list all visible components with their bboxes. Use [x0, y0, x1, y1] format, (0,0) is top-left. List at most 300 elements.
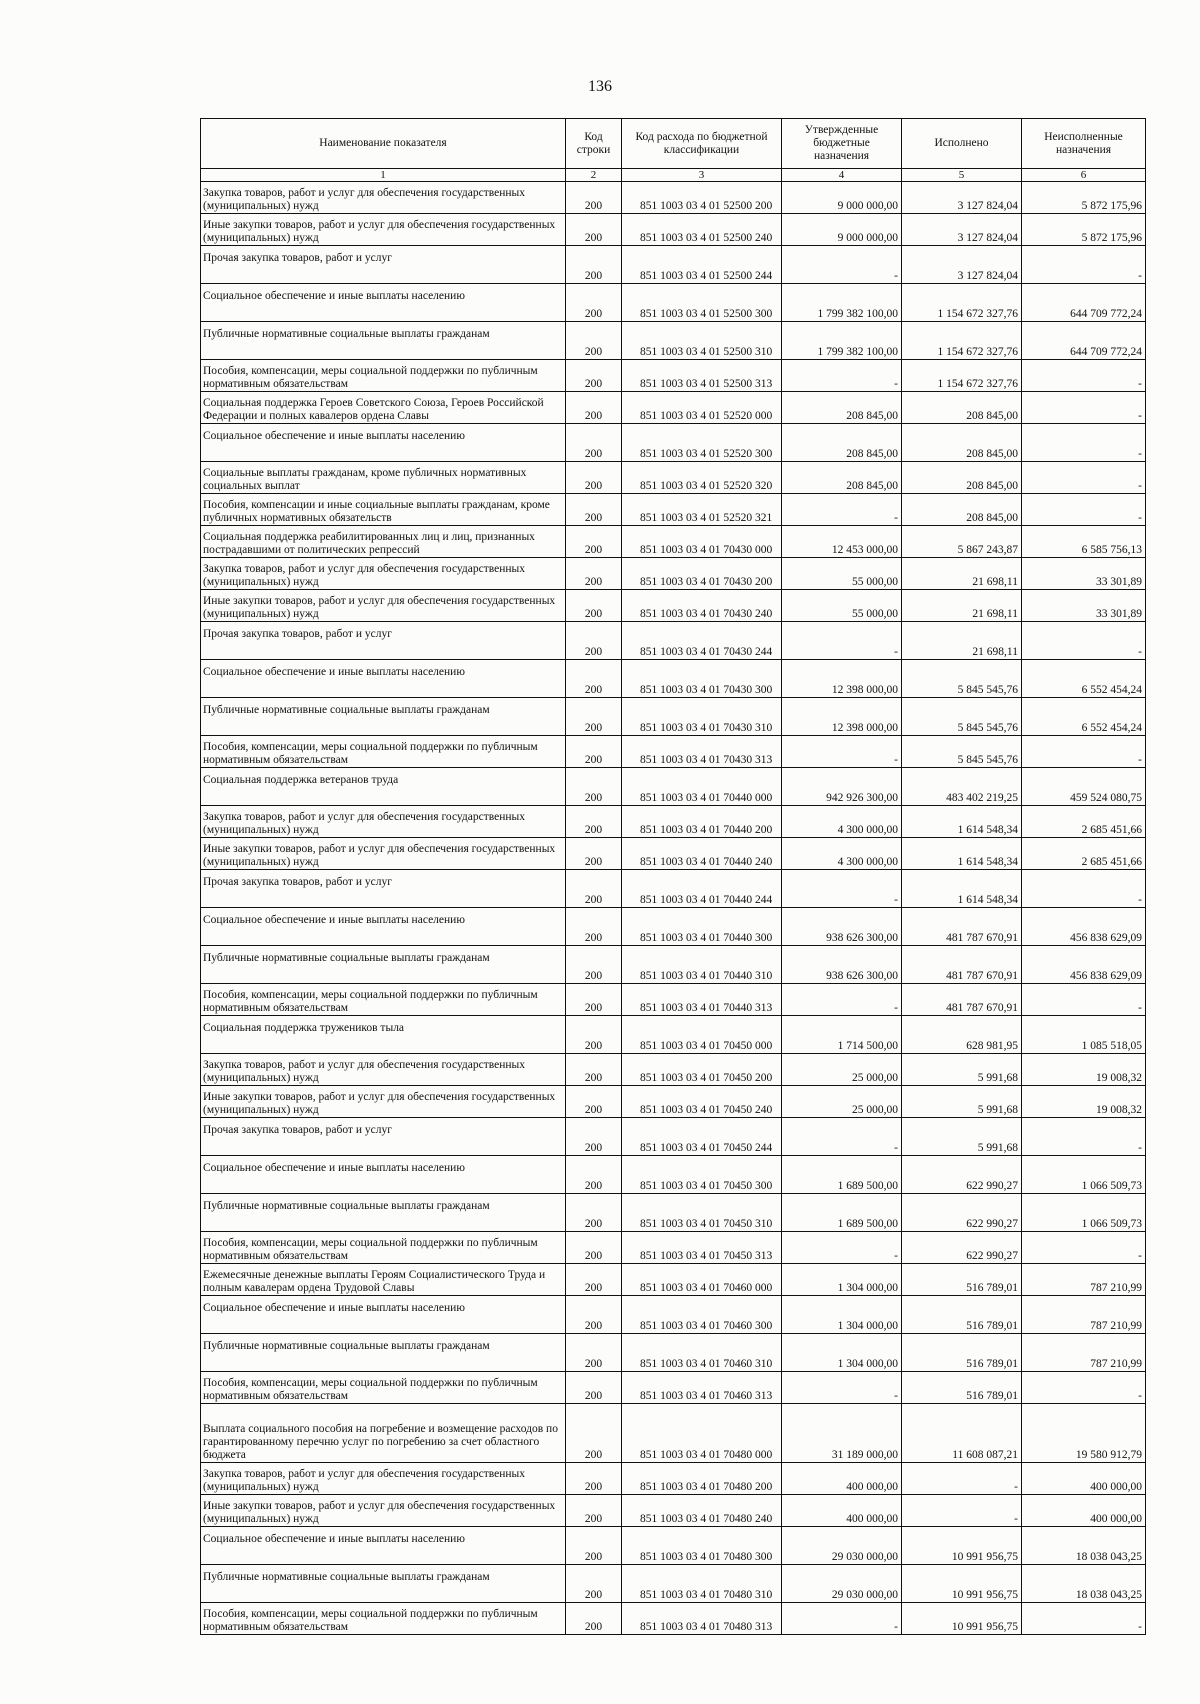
row-unexecuted-amount: 2 685 451,66 [1022, 806, 1146, 838]
table-row [201, 1603, 1146, 1635]
row-approved-amount: - [782, 360, 902, 392]
table-row [201, 462, 1146, 494]
table-row [201, 1527, 1146, 1565]
row-line-code: 200 [566, 946, 622, 984]
table-row [201, 1334, 1146, 1372]
row-line-code: 200 [566, 736, 622, 768]
header-unexecuted: Неисполненные назначения [1022, 119, 1146, 169]
row-unexecuted-amount: - [1022, 360, 1146, 392]
row-executed-amount: 516 789,01 [902, 1372, 1022, 1404]
row-executed-amount: 1 154 672 327,76 [902, 322, 1022, 360]
row-line-code: 200 [566, 838, 622, 870]
column-number: 3 [622, 169, 782, 182]
row-unexecuted-amount: - [1022, 1372, 1146, 1404]
row-approved-amount: 9 000 000,00 [782, 182, 902, 214]
row-executed-amount: - [902, 1463, 1022, 1495]
row-executed-amount: 10 991 956,75 [902, 1565, 1022, 1603]
row-line-code: 200 [566, 768, 622, 806]
row-line-code: 200 [566, 392, 622, 424]
row-name: Социальная поддержка Героев Советского Союза, Героев Российской Федерации и полных кавалеров ордена Славы [201, 392, 566, 424]
row-line-code: 200 [566, 1565, 622, 1603]
row-classification-code: 851 1003 03 4 01 70430 313 [622, 736, 782, 768]
row-name: Публичные нормативные социальные выплаты гражданам [201, 1565, 566, 1603]
row-unexecuted-amount: - [1022, 494, 1146, 526]
table-row [201, 1565, 1146, 1603]
row-unexecuted-amount: - [1022, 1232, 1146, 1264]
row-line-code: 200 [566, 1016, 622, 1054]
row-classification-code: 851 1003 03 4 01 70430 200 [622, 558, 782, 590]
row-executed-amount: 481 787 670,91 [902, 984, 1022, 1016]
row-approved-amount: 1 304 000,00 [782, 1296, 902, 1334]
row-name: Социальная поддержка реабилитированных лиц и лиц, признанных пострадавшими от политических репрессий [201, 526, 566, 558]
table-row [201, 424, 1146, 462]
row-name: Прочая закупка товаров, работ и услуг [201, 870, 566, 908]
table-row [201, 736, 1146, 768]
row-name: Иные закупки товаров, работ и услуг для обеспечения государственных (муниципальных) нужд [201, 590, 566, 622]
row-line-code: 200 [566, 526, 622, 558]
row-executed-amount: 622 990,27 [902, 1156, 1022, 1194]
row-name: Ежемесячные денежные выплаты Героям Социалистического Труда и полным кавалерам ордена Трудовой Славы [201, 1264, 566, 1296]
row-classification-code: 851 1003 03 4 01 70460 000 [622, 1264, 782, 1296]
row-line-code: 200 [566, 1527, 622, 1565]
row-classification-code: 851 1003 03 4 01 70450 313 [622, 1232, 782, 1264]
table-row [201, 1194, 1146, 1232]
row-unexecuted-amount: 456 838 629,09 [1022, 908, 1146, 946]
row-approved-amount: - [782, 1372, 902, 1404]
table-row [201, 622, 1146, 660]
row-classification-code: 851 1003 03 4 01 70440 240 [622, 838, 782, 870]
row-approved-amount: 4 300 000,00 [782, 806, 902, 838]
table-row [201, 214, 1146, 246]
row-classification-code: 851 1003 03 4 01 70460 310 [622, 1334, 782, 1372]
row-unexecuted-amount: 787 210,99 [1022, 1264, 1146, 1296]
row-line-code: 200 [566, 1603, 622, 1635]
row-unexecuted-amount: 33 301,89 [1022, 590, 1146, 622]
column-number: 5 [902, 169, 1022, 182]
row-executed-amount: 21 698,11 [902, 622, 1022, 660]
row-classification-code: 851 1003 03 4 01 70430 244 [622, 622, 782, 660]
table-row [201, 1372, 1146, 1404]
row-executed-amount: 516 789,01 [902, 1264, 1022, 1296]
row-classification-code: 851 1003 03 4 01 52500 240 [622, 214, 782, 246]
column-number: 4 [782, 169, 902, 182]
table-row [201, 1296, 1146, 1334]
row-executed-amount: 1 154 672 327,76 [902, 360, 1022, 392]
row-approved-amount: 400 000,00 [782, 1463, 902, 1495]
table-row [201, 558, 1146, 590]
row-name: Социальные выплаты гражданам, кроме публичных нормативных социальных выплат [201, 462, 566, 494]
row-unexecuted-amount: - [1022, 424, 1146, 462]
table-row [201, 946, 1146, 984]
row-name: Социальное обеспечение и иные выплаты населению [201, 660, 566, 698]
row-classification-code: 851 1003 03 4 01 70440 310 [622, 946, 782, 984]
row-executed-amount: 622 990,27 [902, 1232, 1022, 1264]
table-row [201, 360, 1146, 392]
header-executed: Исполнено [902, 119, 1022, 169]
row-executed-amount: - [902, 1495, 1022, 1527]
row-line-code: 200 [566, 284, 622, 322]
row-executed-amount: 1 614 548,34 [902, 870, 1022, 908]
row-executed-amount: 11 608 087,21 [902, 1404, 1022, 1463]
row-line-code: 200 [566, 494, 622, 526]
row-classification-code: 851 1003 03 4 01 52520 300 [622, 424, 782, 462]
row-line-code: 200 [566, 660, 622, 698]
row-line-code: 200 [566, 1372, 622, 1404]
row-unexecuted-amount: 18 038 043,25 [1022, 1565, 1146, 1603]
row-approved-amount: 1 689 500,00 [782, 1194, 902, 1232]
row-approved-amount: 12 398 000,00 [782, 660, 902, 698]
table-body [201, 182, 1146, 1635]
row-unexecuted-amount: 1 066 509,73 [1022, 1156, 1146, 1194]
table-row [201, 1404, 1146, 1463]
row-classification-code: 851 1003 03 4 01 70440 244 [622, 870, 782, 908]
row-name: Закупка товаров, работ и услуг для обеспечения государственных (муниципальных) нужд [201, 558, 566, 590]
row-approved-amount: 400 000,00 [782, 1495, 902, 1527]
row-executed-amount: 21 698,11 [902, 558, 1022, 590]
row-executed-amount: 3 127 824,04 [902, 246, 1022, 284]
row-approved-amount: 29 030 000,00 [782, 1527, 902, 1565]
row-name: Публичные нормативные социальные выплаты гражданам [201, 698, 566, 736]
row-unexecuted-amount: 2 685 451,66 [1022, 838, 1146, 870]
table-row [201, 870, 1146, 908]
row-line-code: 200 [566, 1086, 622, 1118]
row-unexecuted-amount: 644 709 772,24 [1022, 284, 1146, 322]
row-approved-amount: 12 453 000,00 [782, 526, 902, 558]
row-approved-amount: 25 000,00 [782, 1054, 902, 1086]
header-classification: Код расхода по бюджетной классификации [622, 119, 782, 169]
row-unexecuted-amount: 19 008,32 [1022, 1086, 1146, 1118]
row-classification-code: 851 1003 03 4 01 70460 313 [622, 1372, 782, 1404]
column-number: 1 [201, 169, 566, 182]
row-name: Публичные нормативные социальные выплаты гражданам [201, 1194, 566, 1232]
row-name: Пособия, компенсации, меры социальной поддержки по публичным нормативным обязательствам [201, 1232, 566, 1264]
row-name: Публичные нормативные социальные выплаты гражданам [201, 1334, 566, 1372]
row-executed-amount: 3 127 824,04 [902, 182, 1022, 214]
row-unexecuted-amount: - [1022, 392, 1146, 424]
row-approved-amount: 208 845,00 [782, 462, 902, 494]
row-executed-amount: 481 787 670,91 [902, 946, 1022, 984]
row-name: Прочая закупка товаров, работ и услуг [201, 622, 566, 660]
row-name: Иные закупки товаров, работ и услуг для обеспечения государственных (муниципальных) нужд [201, 1495, 566, 1527]
row-name: Пособия, компенсации, меры социальной поддержки по публичным нормативным обязательствам [201, 736, 566, 768]
row-name: Иные закупки товаров, работ и услуг для обеспечения государственных (муниципальных) нужд [201, 1086, 566, 1118]
row-line-code: 200 [566, 1334, 622, 1372]
row-approved-amount: 29 030 000,00 [782, 1565, 902, 1603]
row-name: Иные закупки товаров, работ и услуг для обеспечения государственных (муниципальных) нужд [201, 214, 566, 246]
row-unexecuted-amount: 1 085 518,05 [1022, 1016, 1146, 1054]
table-row [201, 1054, 1146, 1086]
row-approved-amount: 55 000,00 [782, 590, 902, 622]
row-line-code: 200 [566, 1296, 622, 1334]
row-classification-code: 851 1003 03 4 01 70450 240 [622, 1086, 782, 1118]
row-name: Выплата социального пособия на погребение и возмещение расходов по гарантированному перечню услуг по погребению за счет областного бюджета [201, 1404, 566, 1463]
row-name: Прочая закупка товаров, работ и услуг [201, 1118, 566, 1156]
row-unexecuted-amount: 33 301,89 [1022, 558, 1146, 590]
row-line-code: 200 [566, 360, 622, 392]
table-row [201, 1086, 1146, 1118]
row-classification-code: 851 1003 03 4 01 52500 313 [622, 360, 782, 392]
row-classification-code: 851 1003 03 4 01 70440 000 [622, 768, 782, 806]
row-approved-amount: 1 714 500,00 [782, 1016, 902, 1054]
row-approved-amount: 4 300 000,00 [782, 838, 902, 870]
row-classification-code: 851 1003 03 4 01 70430 000 [622, 526, 782, 558]
row-line-code: 200 [566, 322, 622, 360]
row-name: Социальная поддержка тружеников тыла [201, 1016, 566, 1054]
row-unexecuted-amount: 6 585 756,13 [1022, 526, 1146, 558]
row-approved-amount: 938 626 300,00 [782, 908, 902, 946]
row-approved-amount: 9 000 000,00 [782, 214, 902, 246]
page-number: 136 [588, 78, 612, 95]
table-row [201, 806, 1146, 838]
row-executed-amount: 5 991,68 [902, 1054, 1022, 1086]
row-line-code: 200 [566, 1156, 622, 1194]
row-approved-amount: 1 304 000,00 [782, 1334, 902, 1372]
row-executed-amount: 208 845,00 [902, 392, 1022, 424]
row-unexecuted-amount: 1 066 509,73 [1022, 1194, 1146, 1232]
row-name: Социальное обеспечение и иные выплаты населению [201, 424, 566, 462]
row-executed-amount: 21 698,11 [902, 590, 1022, 622]
row-classification-code: 851 1003 03 4 01 70440 313 [622, 984, 782, 1016]
row-name: Публичные нормативные социальные выплаты гражданам [201, 946, 566, 984]
row-executed-amount: 5 991,68 [902, 1086, 1022, 1118]
row-name: Пособия, компенсации и иные социальные выплаты гражданам, кроме публичных нормативных обязательств [201, 494, 566, 526]
row-unexecuted-amount: 6 552 454,24 [1022, 660, 1146, 698]
row-line-code: 200 [566, 1404, 622, 1463]
row-unexecuted-amount: 19 008,32 [1022, 1054, 1146, 1086]
row-classification-code: 851 1003 03 4 01 52520 321 [622, 494, 782, 526]
table-row [201, 984, 1146, 1016]
row-executed-amount: 3 127 824,04 [902, 214, 1022, 246]
row-name: Закупка товаров, работ и услуг для обеспечения государственных (муниципальных) нужд [201, 806, 566, 838]
row-executed-amount: 1 614 548,34 [902, 806, 1022, 838]
row-classification-code: 851 1003 03 4 01 52500 244 [622, 246, 782, 284]
row-name: Социальная поддержка ветеранов труда [201, 768, 566, 806]
row-line-code: 200 [566, 558, 622, 590]
row-unexecuted-amount: - [1022, 984, 1146, 1016]
row-executed-amount: 483 402 219,25 [902, 768, 1022, 806]
table-row [201, 590, 1146, 622]
row-classification-code: 851 1003 03 4 01 70450 000 [622, 1016, 782, 1054]
row-executed-amount: 10 991 956,75 [902, 1527, 1022, 1565]
row-line-code: 200 [566, 1118, 622, 1156]
row-line-code: 200 [566, 870, 622, 908]
row-classification-code: 851 1003 03 4 01 70480 313 [622, 1603, 782, 1635]
row-classification-code: 851 1003 03 4 01 70430 310 [622, 698, 782, 736]
row-classification-code: 851 1003 03 4 01 52500 200 [622, 182, 782, 214]
row-line-code: 200 [566, 246, 622, 284]
row-classification-code: 851 1003 03 4 01 70440 300 [622, 908, 782, 946]
row-classification-code: 851 1003 03 4 01 52520 320 [622, 462, 782, 494]
row-executed-amount: 5 845 545,76 [902, 698, 1022, 736]
row-name: Иные закупки товаров, работ и услуг для обеспечения государственных (муниципальных) нужд [201, 838, 566, 870]
table-row [201, 1495, 1146, 1527]
row-line-code: 200 [566, 698, 622, 736]
row-approved-amount: 1 304 000,00 [782, 1264, 902, 1296]
header-approved: Утвержденные бюджетные назначения [782, 119, 902, 169]
row-executed-amount: 1 154 672 327,76 [902, 284, 1022, 322]
row-approved-amount: - [782, 622, 902, 660]
row-line-code: 200 [566, 908, 622, 946]
table-row [201, 526, 1146, 558]
row-unexecuted-amount: 19 580 912,79 [1022, 1404, 1146, 1463]
budget-execution-table [200, 118, 1146, 1635]
row-executed-amount: 622 990,27 [902, 1194, 1022, 1232]
row-line-code: 200 [566, 1232, 622, 1264]
table-row [201, 1264, 1146, 1296]
header-code: Код строки [566, 119, 622, 169]
row-classification-code: 851 1003 03 4 01 70480 000 [622, 1404, 782, 1463]
row-name: Закупка товаров, работ и услуг для обеспечения государственных (муниципальных) нужд [201, 182, 566, 214]
table-row [201, 768, 1146, 806]
row-approved-amount: 31 189 000,00 [782, 1404, 902, 1463]
row-classification-code: 851 1003 03 4 01 70480 200 [622, 1463, 782, 1495]
column-number: 6 [1022, 169, 1146, 182]
row-line-code: 200 [566, 1264, 622, 1296]
row-classification-code: 851 1003 03 4 01 70450 200 [622, 1054, 782, 1086]
table-row [201, 494, 1146, 526]
row-unexecuted-amount: 456 838 629,09 [1022, 946, 1146, 984]
row-executed-amount: 481 787 670,91 [902, 908, 1022, 946]
row-executed-amount: 1 614 548,34 [902, 838, 1022, 870]
row-line-code: 200 [566, 590, 622, 622]
row-approved-amount: - [782, 736, 902, 768]
row-line-code: 200 [566, 462, 622, 494]
row-classification-code: 851 1003 03 4 01 70430 240 [622, 590, 782, 622]
row-unexecuted-amount: - [1022, 622, 1146, 660]
row-name: Пособия, компенсации, меры социальной поддержки по публичным нормативным обязательствам [201, 984, 566, 1016]
row-executed-amount: 10 991 956,75 [902, 1603, 1022, 1635]
row-unexecuted-amount: - [1022, 870, 1146, 908]
row-approved-amount: 942 926 300,00 [782, 768, 902, 806]
row-classification-code: 851 1003 03 4 01 70450 244 [622, 1118, 782, 1156]
row-name: Закупка товаров, работ и услуг для обеспечения государственных (муниципальных) нужд [201, 1054, 566, 1086]
row-unexecuted-amount: 787 210,99 [1022, 1296, 1146, 1334]
table-row [201, 1118, 1146, 1156]
row-approved-amount: - [782, 246, 902, 284]
row-approved-amount: - [782, 1118, 902, 1156]
row-approved-amount: 25 000,00 [782, 1086, 902, 1118]
row-line-code: 200 [566, 214, 622, 246]
row-classification-code: 851 1003 03 4 01 70450 310 [622, 1194, 782, 1232]
table-row [201, 284, 1146, 322]
row-classification-code: 851 1003 03 4 01 70430 300 [622, 660, 782, 698]
row-executed-amount: 516 789,01 [902, 1334, 1022, 1372]
table-row [201, 322, 1146, 360]
row-line-code: 200 [566, 1495, 622, 1527]
row-executed-amount: 208 845,00 [902, 424, 1022, 462]
row-unexecuted-amount: 787 210,99 [1022, 1334, 1146, 1372]
row-classification-code: 851 1003 03 4 01 70450 300 [622, 1156, 782, 1194]
row-name: Публичные нормативные социальные выплаты гражданам [201, 322, 566, 360]
row-unexecuted-amount: - [1022, 1118, 1146, 1156]
table-row [201, 392, 1146, 424]
row-approved-amount: - [782, 1232, 902, 1264]
row-executed-amount: 516 789,01 [902, 1296, 1022, 1334]
row-executed-amount: 5 845 545,76 [902, 660, 1022, 698]
row-unexecuted-amount: - [1022, 736, 1146, 768]
row-unexecuted-amount: 644 709 772,24 [1022, 322, 1146, 360]
header-name: Наименование показателя [201, 119, 566, 169]
row-approved-amount: 208 845,00 [782, 424, 902, 462]
row-line-code: 200 [566, 1463, 622, 1495]
row-approved-amount: 55 000,00 [782, 558, 902, 590]
row-classification-code: 851 1003 03 4 01 52520 000 [622, 392, 782, 424]
row-unexecuted-amount: 459 524 080,75 [1022, 768, 1146, 806]
row-line-code: 200 [566, 984, 622, 1016]
row-name: Пособия, компенсации, меры социальной поддержки по публичным нормативным обязательствам [201, 1603, 566, 1635]
row-line-code: 200 [566, 806, 622, 838]
row-unexecuted-amount: - [1022, 462, 1146, 494]
row-classification-code: 851 1003 03 4 01 70480 310 [622, 1565, 782, 1603]
row-approved-amount: - [782, 870, 902, 908]
row-name: Социальное обеспечение и иные выплаты населению [201, 1156, 566, 1194]
row-executed-amount: 208 845,00 [902, 494, 1022, 526]
row-approved-amount: 1 799 382 100,00 [782, 322, 902, 360]
row-unexecuted-amount: - [1022, 1603, 1146, 1635]
table-row [201, 246, 1146, 284]
column-number-row [201, 169, 1146, 182]
row-unexecuted-amount: 5 872 175,96 [1022, 214, 1146, 246]
row-approved-amount: - [782, 494, 902, 526]
table-row [201, 1232, 1146, 1264]
row-approved-amount: 208 845,00 [782, 392, 902, 424]
row-classification-code: 851 1003 03 4 01 70460 300 [622, 1296, 782, 1334]
row-classification-code: 851 1003 03 4 01 70480 300 [622, 1527, 782, 1565]
row-classification-code: 851 1003 03 4 01 52500 310 [622, 322, 782, 360]
table-row [201, 182, 1146, 214]
row-approved-amount: 1 689 500,00 [782, 1156, 902, 1194]
row-executed-amount: 5 845 545,76 [902, 736, 1022, 768]
row-name: Прочая закупка товаров, работ и услуг [201, 246, 566, 284]
row-classification-code: 851 1003 03 4 01 70480 240 [622, 1495, 782, 1527]
row-approved-amount: 1 799 382 100,00 [782, 284, 902, 322]
row-line-code: 200 [566, 1194, 622, 1232]
row-name: Пособия, компенсации, меры социальной поддержки по публичным нормативным обязательствам [201, 1372, 566, 1404]
row-approved-amount: - [782, 1603, 902, 1635]
row-name: Социальное обеспечение и иные выплаты населению [201, 284, 566, 322]
table-row [201, 1156, 1146, 1194]
row-line-code: 200 [566, 1054, 622, 1086]
row-line-code: 200 [566, 182, 622, 214]
row-unexecuted-amount: 400 000,00 [1022, 1495, 1146, 1527]
row-approved-amount: - [782, 984, 902, 1016]
row-executed-amount: 208 845,00 [902, 462, 1022, 494]
row-executed-amount: 5 867 243,87 [902, 526, 1022, 558]
row-unexecuted-amount: 400 000,00 [1022, 1463, 1146, 1495]
table-row [201, 660, 1146, 698]
row-name: Закупка товаров, работ и услуг для обеспечения государственных (муниципальных) нужд [201, 1463, 566, 1495]
row-classification-code: 851 1003 03 4 01 52500 300 [622, 284, 782, 322]
row-unexecuted-amount: - [1022, 246, 1146, 284]
row-line-code: 200 [566, 424, 622, 462]
row-unexecuted-amount: 18 038 043,25 [1022, 1527, 1146, 1565]
row-name: Пособия, компенсации, меры социальной поддержки по публичным нормативным обязательствам [201, 360, 566, 392]
table-row [201, 908, 1146, 946]
row-executed-amount: 628 981,95 [902, 1016, 1022, 1054]
row-name: Социальное обеспечение и иные выплаты населению [201, 908, 566, 946]
row-unexecuted-amount: 5 872 175,96 [1022, 182, 1146, 214]
row-name: Социальное обеспечение и иные выплаты населению [201, 1296, 566, 1334]
row-classification-code: 851 1003 03 4 01 70440 200 [622, 806, 782, 838]
row-name: Социальное обеспечение и иные выплаты населению [201, 1527, 566, 1565]
table-row [201, 1016, 1146, 1054]
row-approved-amount: 12 398 000,00 [782, 698, 902, 736]
row-approved-amount: 938 626 300,00 [782, 946, 902, 984]
table-row [201, 698, 1146, 736]
row-line-code: 200 [566, 622, 622, 660]
table-row [201, 838, 1146, 870]
row-executed-amount: 5 991,68 [902, 1118, 1022, 1156]
